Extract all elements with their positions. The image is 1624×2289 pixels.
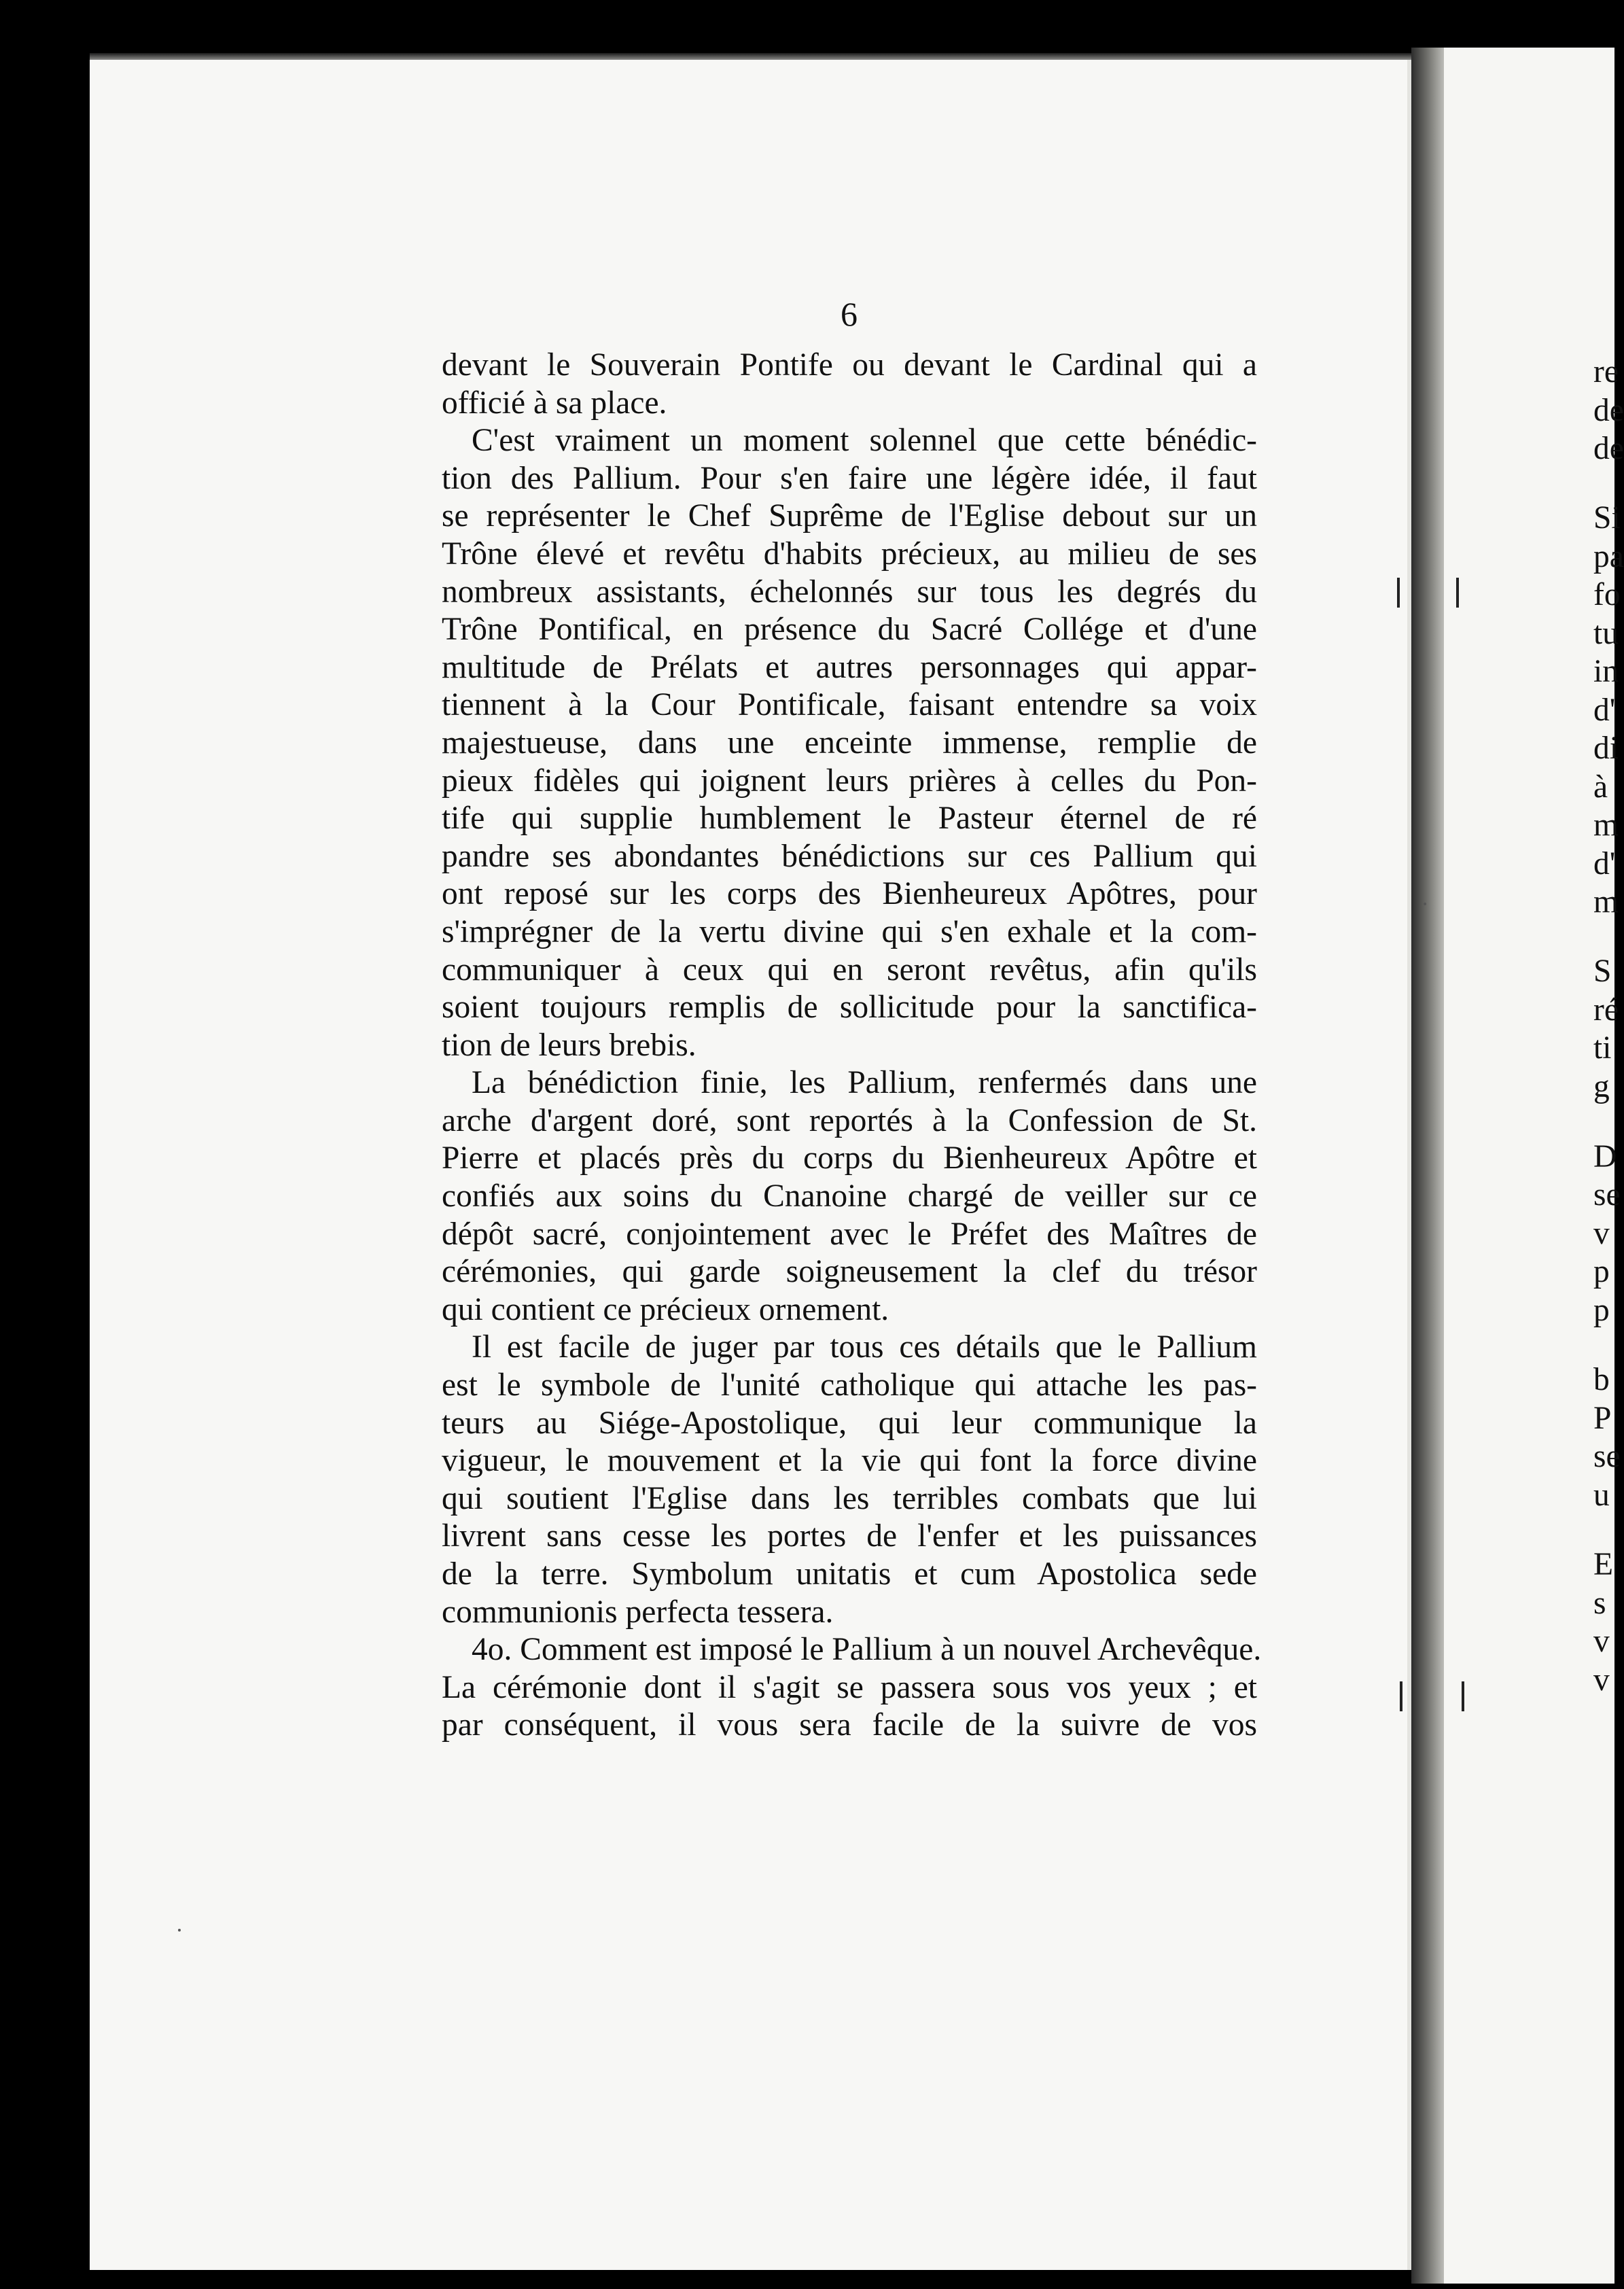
text-line: tiennent à la Cour Pontificale, faisant entendre sa voix — [442, 687, 1257, 723]
text-line: multitude de Prélats et autres personnages qui appar- — [442, 649, 1257, 685]
next-page-fragment: tu — [1593, 616, 1619, 651]
text-line: cérémonies, qui garde soigneusement la clef du trésor — [442, 1254, 1257, 1290]
text-line: est le symbole de l'unité catholique qui attache les pas- — [442, 1367, 1257, 1403]
next-page-fragment: v — [1593, 1216, 1610, 1251]
next-page-fragment: p — [1593, 1254, 1610, 1289]
text-line: teurs au Siége-Apostolique, qui leur communique la — [442, 1405, 1257, 1441]
next-page-fragment: in — [1593, 654, 1619, 689]
next-page-fragment: u — [1593, 1478, 1610, 1513]
next-page-fragment: D — [1593, 1139, 1617, 1174]
text-line: pieux fidèles qui joignent leurs prières à celles du Pon- — [442, 763, 1257, 799]
margin-mark — [1400, 1681, 1402, 1711]
margin-mark — [1456, 578, 1459, 608]
margin-mark — [1462, 1681, 1464, 1711]
next-page-fragment: pa — [1593, 539, 1624, 574]
text-line: se représenter le Chef Suprême de l'Eglise debout sur un — [442, 498, 1257, 534]
next-page-fragment: m — [1593, 807, 1619, 843]
page-number: 6 — [841, 295, 858, 333]
next-page-fragment: v — [1593, 1662, 1610, 1698]
text-line: Il est facile de juger par tous ces détails que le Pallium — [472, 1329, 1257, 1365]
text-line: 4o. Comment est imposé le Pallium à un nouvel Archevêque. — [472, 1632, 1262, 1668]
text-line: qui contient ce précieux ornement. — [442, 1291, 889, 1327]
text-line: arche d'argent doré, sont reportés à la Confession de St. — [442, 1102, 1257, 1138]
next-page-fragment: de — [1593, 393, 1624, 428]
text-line: Trône élevé et revêtu d'habits précieux, au milieu de ses — [442, 536, 1257, 572]
text-line: ont reposé sur les corps des Bienheureux Apôtres, pour — [442, 876, 1257, 912]
text-line: La cérémonie dont il s'agit se passera sous vos yeux ; et — [442, 1669, 1257, 1705]
next-page-fragment: de — [1593, 431, 1624, 466]
next-page-fragment: d' — [1593, 693, 1616, 728]
text-line: Trône Pontifical, en présence du Sacré Collége et d'une — [442, 612, 1257, 648]
text-line: C'est vraiment un moment solennel que cette bénédic- — [472, 423, 1257, 459]
margin-mark — [1397, 578, 1400, 608]
text-line: s'imprégner de la vertu divine qui s'en exhale et la com- — [442, 913, 1257, 949]
text-line: devant le Souverain Pontife ou devant le Cardinal qui a — [442, 347, 1257, 383]
text-line: officié à sa place. — [442, 385, 667, 421]
text-line: qui soutient l'Eglise dans les terribles combats que lui — [442, 1480, 1257, 1516]
text-line: majestueuse, dans une enceinte immense, remplie de — [442, 724, 1257, 761]
text-line: dépôt sacré, conjointement avec le Préfet des Maîtres de — [442, 1216, 1257, 1252]
next-page-fragment: ti — [1593, 1030, 1612, 1066]
text-line: communiquer à ceux qui en seront revêtus, afin qu'ils — [442, 951, 1257, 988]
next-page-fragment: P — [1593, 1401, 1612, 1436]
next-page-fragment: di — [1593, 731, 1619, 766]
next-page-fragment: se — [1593, 1439, 1621, 1474]
next-page-fragment: m — [1593, 884, 1619, 920]
text-line: tion de leurs brebis. — [442, 1027, 696, 1063]
next-page-fragment: se — [1593, 1177, 1621, 1212]
text-line: par conséquent, il vous sera facile de la suivre de vos — [442, 1707, 1257, 1743]
next-page-fragment: p — [1593, 1293, 1610, 1328]
text-line: tife qui supplie humblement le Pasteur éternel de ré — [442, 801, 1257, 837]
text-line: pandre ses abondantes bénédictions sur ces Pallium qui — [442, 838, 1257, 874]
text-line: vigueur, le mouvement et la vie qui font la force divine — [442, 1443, 1257, 1479]
book-gutter — [1411, 48, 1444, 2284]
text-line: Pierre et placés près du corps du Bienheureux Apôtre et — [442, 1140, 1257, 1176]
next-page-fragment: fo — [1593, 577, 1621, 612]
next-page-fragment: v — [1593, 1624, 1610, 1659]
paper-speck — [178, 1929, 181, 1932]
text-line: nombreux assistants, échelonnés sur tous les degrés du — [442, 574, 1257, 610]
next-page-fragment: ré — [1593, 992, 1619, 1028]
next-page-fragment: Si — [1593, 500, 1621, 536]
next-page-fragment: S — [1593, 954, 1612, 989]
next-page-fragment: g — [1593, 1069, 1610, 1104]
page-body-text — [442, 347, 1262, 1745]
text-line: communionis perfecta tessera. — [442, 1594, 834, 1630]
right-page-partial — [1444, 48, 1614, 2284]
paper-speck — [1424, 903, 1426, 905]
text-line: tion des Pallium. Pour s'en faire une légère idée, il faut — [442, 460, 1257, 496]
next-page-fragment: à — [1593, 769, 1608, 805]
text-line: La bénédiction finie, les Pallium, renfermés dans une — [472, 1065, 1257, 1101]
next-page-fragment: s — [1593, 1586, 1606, 1621]
next-page-fragment: E — [1593, 1547, 1614, 1582]
text-line: de la terre. Symbolum unitatis et cum Apostolica sede — [442, 1556, 1257, 1592]
text-line: livrent sans cesse les portes de l'enfer et les puissances — [442, 1518, 1257, 1554]
text-line: confiés aux soins du Cnanoine chargé de veiller sur ce — [442, 1178, 1257, 1215]
next-page-fragment: re — [1593, 354, 1619, 389]
next-page-fragment: d' — [1593, 846, 1616, 881]
next-page-fragment: b — [1593, 1362, 1610, 1397]
text-line: soient toujours remplis de sollicitude pour la sanctifica- — [442, 990, 1257, 1026]
